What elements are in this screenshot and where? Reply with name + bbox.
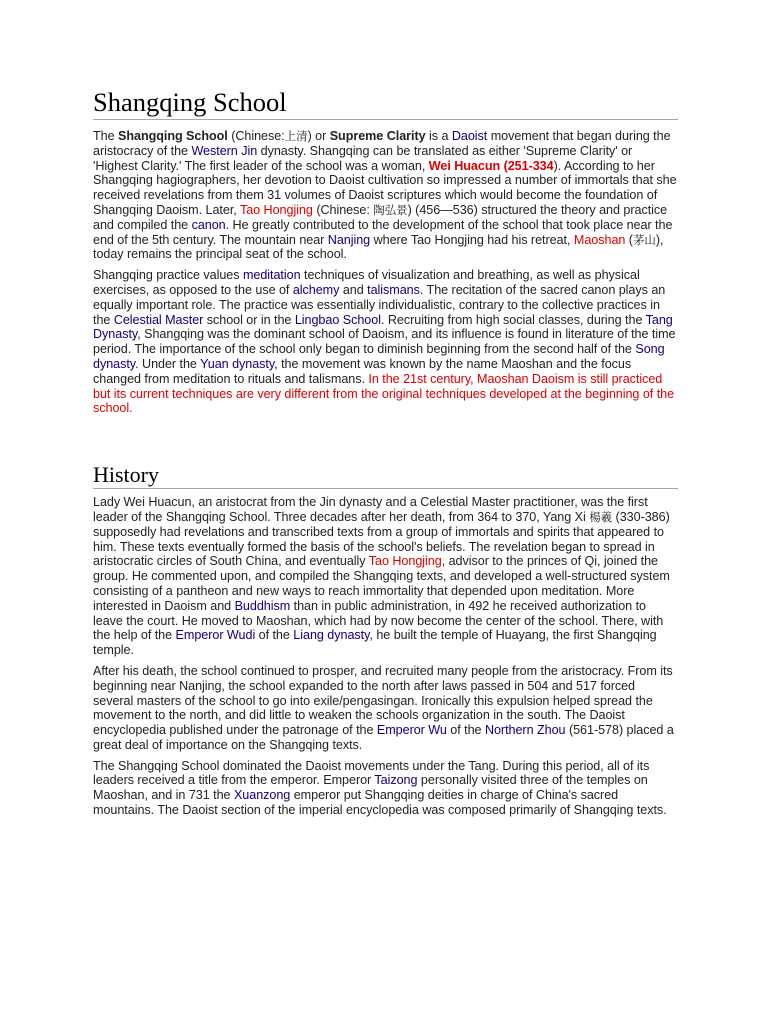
article-link[interactable]: Celestial Master <box>113 312 204 327</box>
article-link[interactable]: Nanjing <box>327 232 371 247</box>
body-text: movement that began during the aristocracy of the <box>93 129 671 158</box>
chinese-text: 上清 <box>284 129 308 143</box>
article-link[interactable]: alchemy <box>292 282 340 297</box>
chinese-text: 楊羲 <box>589 509 613 524</box>
article-link[interactable]: Yuan dynasty <box>200 356 275 371</box>
article-link[interactable]: Lingbao School <box>294 312 381 327</box>
article-link[interactable]: Buddhism <box>234 598 291 613</box>
body-text: dynasty. Shangqing can be translated as either 'Supreme Clarity' or 'Highest Clarity.' The first leader of the school was a woman, <box>93 143 633 173</box>
article-link[interactable]: Northern Zhou <box>484 723 566 738</box>
body-text: personally visited three of the temples on Maoshan, and in 731 the <box>93 773 648 803</box>
body-text: ( <box>625 232 633 247</box>
bold-term: Supreme Clarity <box>329 129 426 143</box>
intro-paragraph-1 <box>93 129 678 262</box>
body-text: , he built the temple of Huayang, the first Shangqing temple. <box>93 628 657 658</box>
article-link[interactable]: Wei Huacun (251-334 <box>428 158 554 173</box>
body-text: ). According to her Shangqing hagiographers, her devotion to Daoist cultivation so impressed a number of immortals that she received revelations from them 31 volumes of Daoist scriptures which would become the foundation of Shangqing Daoism. Later, <box>93 158 677 217</box>
body-text: emperor put Shangqing deities in charge of China's sacred mountains. The Daoist section of the imperial encyclopedia was composed primarily of Shangqing texts. <box>93 788 667 818</box>
body-text: After his death, the school continued to prosper, and recruited many people from the aristocracy. From its beginning near Nanjing, the school expanded to the north after laws passed in 504 and 517 forced several masters of the school to go into exile/pengasingan. Ironically this expulsion helped spread the movement to the north, and did little to weaken the schools organization in the south. The Daoist encyclopedia published under the patronage of the <box>93 663 673 738</box>
intro-paragraph-2 <box>93 268 678 416</box>
body-text: . Under the <box>135 356 201 371</box>
history-paragraph-3 <box>93 759 678 818</box>
article-link[interactable]: Xuanzong <box>233 788 291 803</box>
body-text: . The recitation of the sacred canon plays an equally important role. The practice was essentially individualistic, contrary to the collective practices in the <box>93 282 666 327</box>
article-link[interactable]: Taizong <box>374 773 418 788</box>
article-link[interactable]: Emperor Wu <box>376 723 447 738</box>
section-heading-history: History <box>93 461 678 489</box>
body-text: of the <box>255 628 294 643</box>
body-text: ) or <box>307 129 330 143</box>
body-text: ), today remains the principal seat of the school. <box>93 232 664 262</box>
body-text: ) (456—536) structured the theory and practice and compiled the <box>93 202 668 232</box>
article-link[interactable]: talismans <box>367 282 420 297</box>
history-paragraph-2 <box>93 664 678 753</box>
body-text: (Chinese: <box>312 202 374 217</box>
highlighted-text: In the 21st century, Maoshan Daoism is still practiced but its current techniques are very different from the original techniques developed at the beginning of the school. <box>93 371 675 416</box>
article <box>93 86 678 818</box>
body-text: than in public administration, in 492 he received authorization to leave the court. He moved to Maoshan, which had by now become the center of the school. There, with the help of the <box>93 598 664 643</box>
article-link[interactable]: canon <box>191 217 226 232</box>
body-text: Shangqing practice values <box>93 268 243 283</box>
body-text: The <box>93 129 118 143</box>
body-text: , Shangqing was the dominant school of Daoism, and its influence is found in literature of the time period. The importance of the school only began to diminish beginning from the second half of the <box>93 327 676 357</box>
article-link[interactable]: Song dynasty <box>93 342 665 371</box>
bold-term: Shangqing School <box>118 129 228 143</box>
body-text: Lady Wei Huacun, an aristocrat from the Jin dynasty and a Celestial Master practitioner, was the first leader of the Shangqing School. Three decades after her death, from 364 to 370, Yang Xi <box>93 495 648 524</box>
body-text: . He greatly contributed to the development of the school that took place near the end of the 5th century. The mountain near <box>93 217 673 247</box>
article-link[interactable]: Emperor Wudi <box>175 628 256 643</box>
body-text: school or in the <box>203 312 295 327</box>
article-link[interactable]: Tao Hongjing <box>368 554 442 569</box>
body-text: techniques of visualization and breathing, as well as physical exercises, as opposed to the use of <box>93 268 640 297</box>
body-text: is a <box>425 129 452 143</box>
article-link[interactable]: Western Jin <box>191 143 258 158</box>
article-link[interactable]: Liang dynasty <box>293 628 370 643</box>
page-title: Shangqing School <box>93 86 678 120</box>
chinese-text: 陶弘景 <box>373 202 408 217</box>
chinese-text: 茅山 <box>632 232 656 247</box>
article-link[interactable]: Tang Dynasty <box>93 312 673 342</box>
article-link[interactable]: Tao Hongjing <box>239 202 313 217</box>
body-text: (Chinese: <box>227 129 285 143</box>
article-link[interactable]: Daoist <box>451 129 488 143</box>
body-text: of the <box>446 723 485 738</box>
body-text: The Shangqing School dominated the Daoist movements under the Tang. During this period, all of its leaders received a title from the emperor. Emperor <box>93 758 650 788</box>
article-link[interactable]: meditation <box>242 268 301 283</box>
body-text: where Tao Hongjing had his retreat, <box>370 232 574 247</box>
article-link[interactable]: Maoshan <box>573 232 626 247</box>
body-text: , the movement was known by the name Maoshan and the focus changed from meditation to rituals and talismans. <box>93 356 632 386</box>
body-text: . Recruiting from high social classes, during the <box>380 312 646 327</box>
body-text: (330-386) supposedly had revelations and transcribed texts from a group of immortals and spirits that appeared to him. These texts eventually formed the basis of the school's beliefs. The revelation began to spread in aristocratic circles of South China, and eventually <box>93 509 670 569</box>
body-text: , advisor to the princes of Qi, joined the group. He commented upon, and compiled the Shangqing texts, and developed a well-structured system consisting of a pantheon and new ways to reach immortality that depended upon meditation. More interested in Daoism and <box>93 554 670 613</box>
history-paragraph-1 <box>93 495 678 658</box>
body-text: and <box>339 282 368 297</box>
body-text: (561-578) placed a great deal of importance on the Shangqing texts. <box>93 723 674 752</box>
